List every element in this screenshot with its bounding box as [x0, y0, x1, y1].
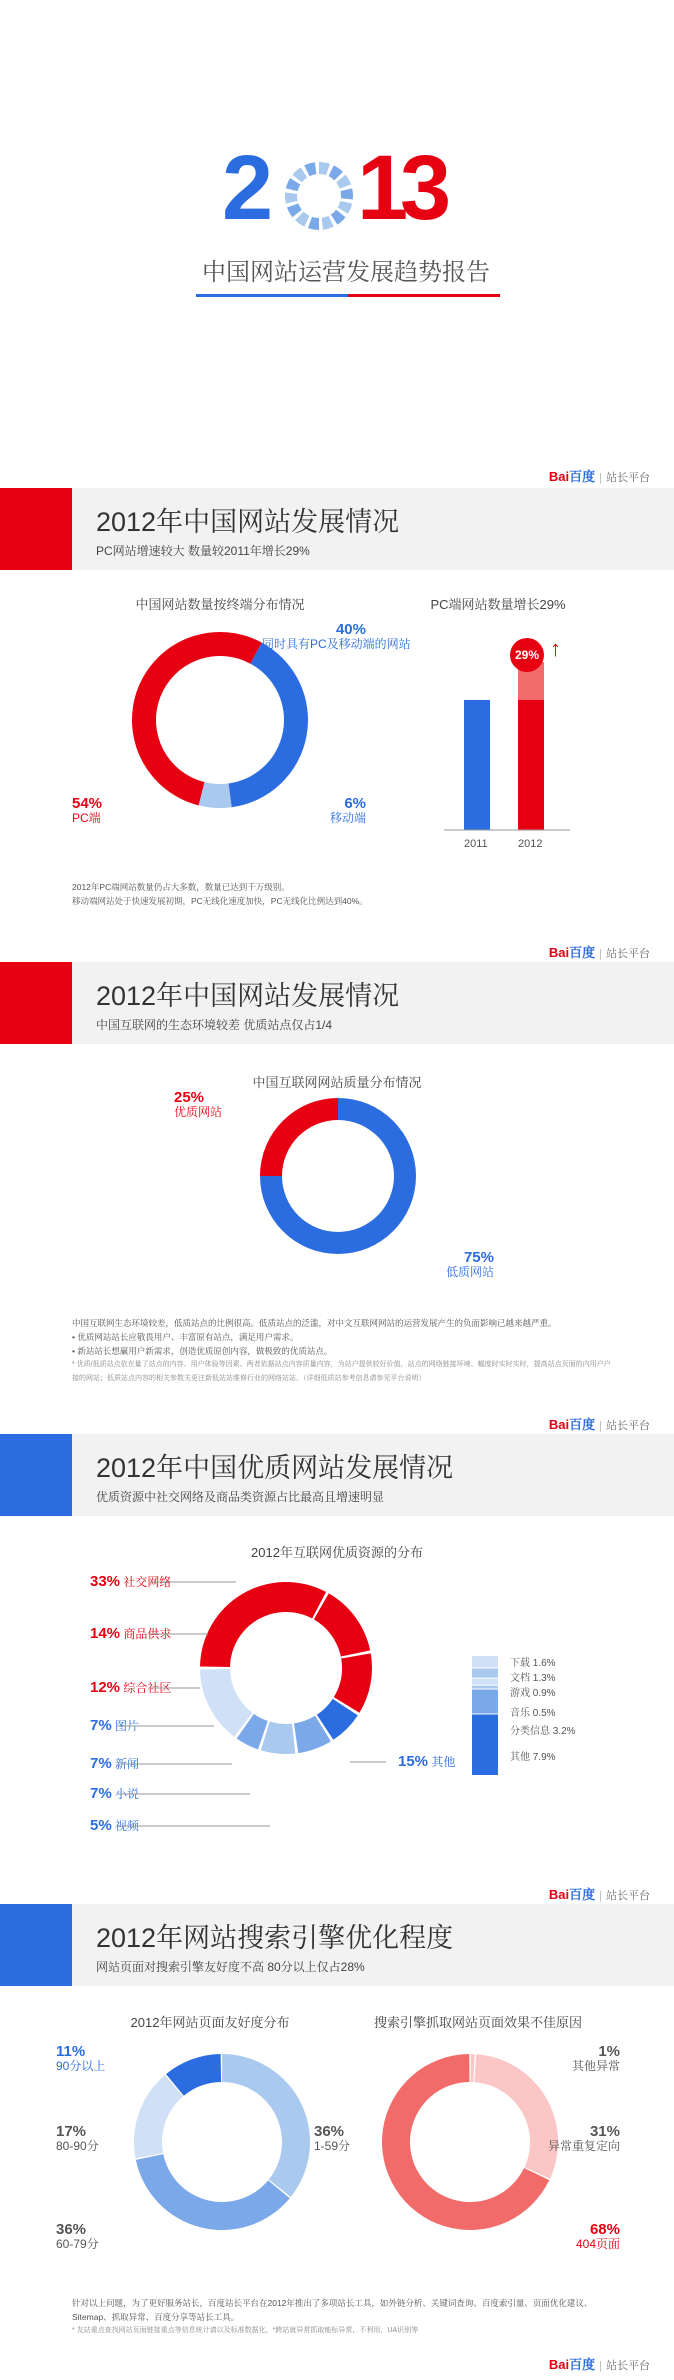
label-other: 15% 其他: [398, 1753, 456, 1770]
label-40: 40% 同时具有PC及移动端的网站: [262, 621, 411, 651]
section-subtitle: PC网站增速较大 数量较2011年增长29%: [96, 544, 310, 558]
section-subtitle: 优质资源中社交网络及商品类资源占比最高且增速明显: [96, 1490, 385, 1504]
label-75: 75% 低质网站: [445, 1249, 494, 1279]
zero-ring-segment: [286, 178, 300, 191]
report-title: 中国网站运营发展趋势报告: [202, 259, 490, 286]
stack-download: [472, 1656, 498, 1667]
label-1-59: 36% 1-59分: [314, 2123, 351, 2153]
zero-ring-segment: [287, 203, 302, 217]
label-6: 6% 移动端: [329, 795, 366, 825]
bar-2011: [464, 700, 490, 830]
chart-title: PC端网站数量增长29%: [430, 597, 566, 612]
section-note: 中国互联网生态环境较差，低质站点的比例很高。低质站点的泛滥，对中文互联网网站的运营发展产生的负面影响已越来越严重。 • 优质网站站长应敬畏用户、丰富原有站点，满足用户需求。 • 新站站长想赢用户新需求，创造优质原创内容，做极致的优质站点。 * 优质/低质站点依在量了站点的内容、用户体验等因素。两者依据站点内容质量内容，为站户提供较好价值，站点的网络链接环境、幅度时实时实时，提高站点页面的内用户户 接的网站；低质站点内容的相关参数关更注新低站站维修行业的网络站站，（详细低质站参考信息请参见平台说明）: [72, 1318, 611, 1382]
chart-title: 2012年网站页面友好度分布: [130, 2015, 290, 2030]
stack-label-music: 音乐 0.5%: [510, 1708, 556, 1719]
label-80-90: 17% 80-90分: [56, 2123, 99, 2153]
slice-quality: [260, 1098, 338, 1176]
donut-chart-quality: [256, 1094, 420, 1258]
year-digit-1: 1: [357, 137, 409, 239]
section-header: [0, 962, 674, 1044]
zero-ring-segment: [292, 167, 307, 182]
zero-ring-segment: [285, 192, 298, 203]
label-60-79: 36% 60-79分: [56, 2221, 99, 2251]
donut-chart-friendliness: [130, 2050, 314, 2234]
growth-up-arrow-icon: ↑: [550, 636, 561, 661]
label-news: 7% 新闻: [90, 1755, 140, 1772]
bar-axis-label-2012: 2012: [518, 838, 543, 850]
label-novel: 7% 小说: [90, 1785, 140, 1802]
stack-music: [472, 1686, 498, 1689]
zero-ring-segment: [329, 165, 343, 180]
zero-ring-segment: [308, 217, 319, 230]
label-community: 12% 综合社区: [90, 1679, 172, 1696]
zero-ring-segment: [336, 175, 351, 189]
zero-ring-segment: [340, 188, 353, 199]
slice-1-59: [222, 2054, 310, 2197]
slice-mobile: [199, 782, 232, 808]
title-underline-blue: [196, 294, 348, 297]
stack-label-doc: 文档 1.3%: [510, 1673, 556, 1684]
label-redirect: 31% 异常重复定向: [547, 2123, 620, 2153]
leader-lines: [0, 1560, 674, 1860]
section-subtitle: 网站页面对搜索引擎友好度不高 80分以上仅占28%: [96, 1960, 365, 1974]
year-zero-ring-icon: [283, 160, 355, 232]
slice-60-79: [136, 2154, 290, 2230]
section-header: [0, 1904, 674, 1986]
bar-axis-label-2011: 2011: [464, 838, 488, 850]
zero-ring-segment: [304, 162, 316, 176]
stack-label-other: 其他 7.9%: [510, 1752, 556, 1763]
stack-other: [472, 1714, 498, 1775]
section-title: 2012年中国网站发展情况: [96, 981, 400, 1011]
chart-title: 中国互联网网站质量分布情况: [252, 1075, 422, 1090]
label-25: 25% 优质网站: [174, 1089, 223, 1119]
slice-other-error: [471, 2054, 475, 2082]
stacked-bar-other: [470, 1656, 500, 1776]
title-underline-red: [348, 294, 500, 297]
chart-title: 中国网站数量按终端分布情况: [135, 597, 305, 612]
label-video: 5% 视频: [90, 1817, 140, 1834]
section-title: 2012年中国优质网站发展情况: [96, 1453, 454, 1483]
zero-ring-segment: [338, 201, 352, 214]
slice-pc: [132, 632, 262, 805]
label-404: 68% 404页面: [575, 2221, 620, 2251]
section-header: [0, 1434, 674, 1516]
slice-80-90: [134, 2075, 183, 2158]
section-title: 2012年网站搜索引擎优化程度: [96, 1923, 454, 1953]
chart-title: 2012年互联网优质资源的分布: [251, 1545, 423, 1560]
year-digit-2: 2: [222, 137, 270, 239]
brand-logo: Bai百度 | 站长平台: [548, 1417, 650, 1432]
label-images: 7% 图片: [90, 1717, 140, 1734]
label-social: 33% 社交网络: [90, 1573, 172, 1590]
stack-label-game: 游戏 0.9%: [510, 1688, 556, 1699]
zero-ring-segment: [295, 212, 309, 227]
label-54: 54% PC端: [72, 795, 103, 825]
brand-logo: Bai百度 | 站长平台: [548, 469, 650, 484]
donut-chart-terminal: [130, 630, 310, 810]
zero-ring-segment: [331, 210, 346, 225]
label-goods: 14% 商品供求: [90, 1625, 172, 1642]
brand-logo: Bai百度 | 站长平台: [548, 1887, 650, 1902]
donut-chart-crawl-issues: [378, 2050, 562, 2234]
section-note: 针对以上问题，为了更好服务站长，百度站长平台在2012年推出了多项站长工具，如外链分析、关键词查询、百度索引量、页面优化建议、 Sitemap、抓取异常、百度分享等站长工具。 * 友站重点查找网站页面链接重点等信息统计请以及标准数据化，*跨站就异常抓取能标异常，不利用，UA识别等: [72, 2298, 593, 2334]
brand-logo: Bai百度 | 站长平台: [548, 2357, 650, 2372]
year-digit-3: 3: [400, 137, 452, 239]
stack-label-download: 下载 1.6%: [510, 1658, 556, 1669]
label-other-error: 1% 其他异常: [571, 2043, 620, 2073]
growth-badge: 29%: [510, 638, 544, 672]
zero-ring-segment: [322, 216, 334, 230]
label-90plus: 11% 90分以上: [56, 2043, 106, 2073]
section-header: [0, 488, 674, 570]
stack-game: [472, 1679, 498, 1685]
brand-logo: Bai百度 | 站长平台: [548, 945, 650, 960]
section-subtitle: 中国互联网的生态环境较差 优质站点仅占1/4: [96, 1018, 333, 1032]
section-title: 2012年中国网站发展情况: [96, 507, 400, 537]
stack-doc: [472, 1668, 498, 1677]
chart-title: 搜索引擎抓取网站页面效果不佳原因: [373, 2015, 582, 2030]
slice-both: [228, 643, 308, 808]
section-note: 2012年PC端网站数量仍占大多数，数量已达到千万级别。 移动端网站处于快速发展初期，PC无线化速度加快，PC无线化比例达到40%。: [72, 882, 368, 906]
zero-ring-segment: [319, 162, 330, 175]
stack-classified: [472, 1690, 498, 1714]
stack-label-classified: 分类信息 3.2%: [510, 1726, 576, 1737]
